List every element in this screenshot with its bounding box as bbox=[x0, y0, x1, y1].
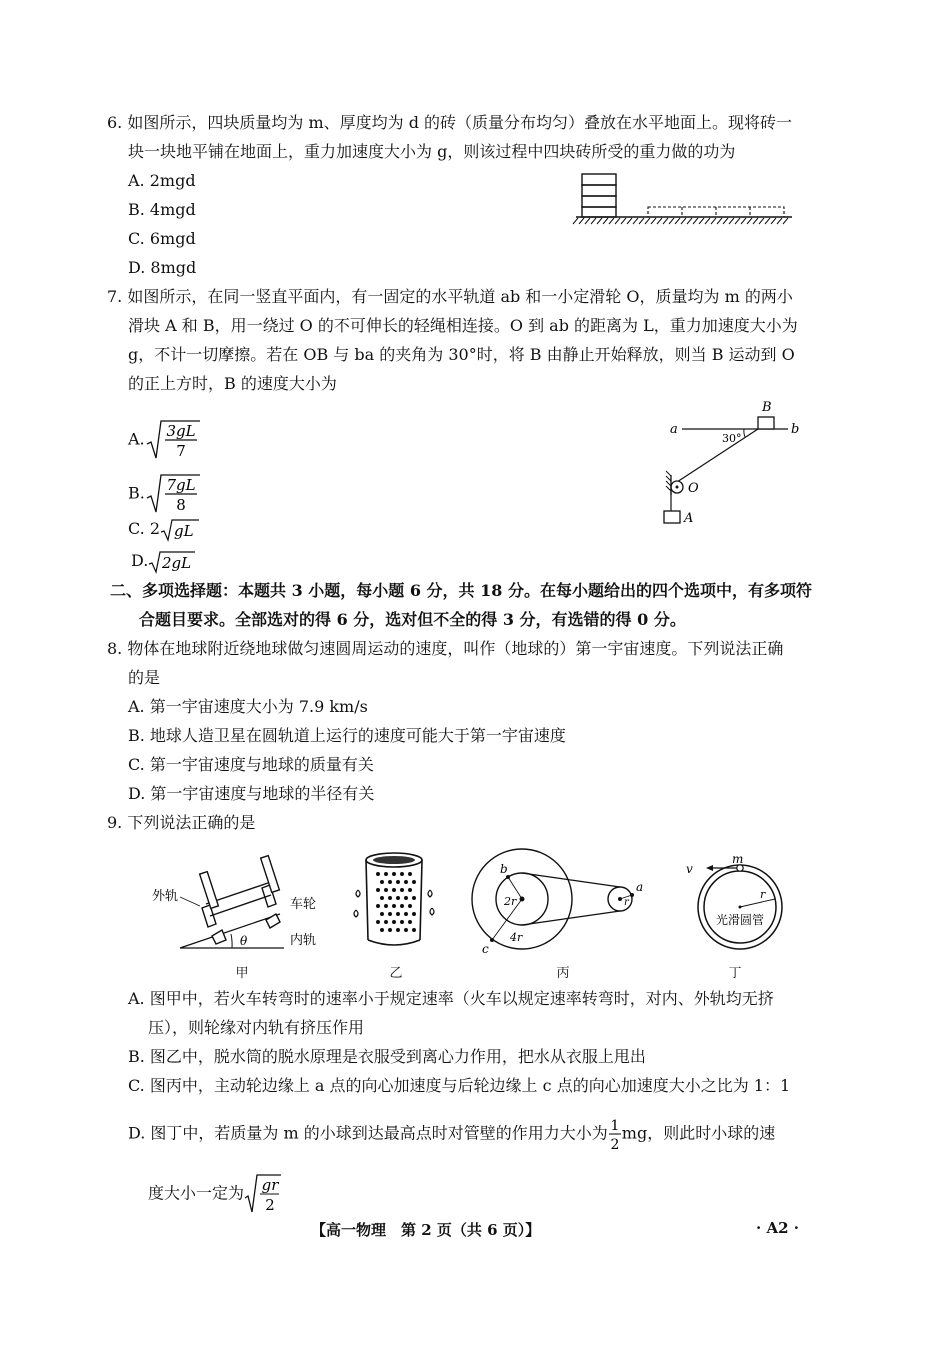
option-d-text-b: mg，则此时小球的速 bbox=[621, 1123, 776, 1143]
drain-hole bbox=[396, 880, 400, 884]
q9-fig-jia-caption: 甲 bbox=[235, 966, 249, 981]
q9-fig-jia-train bbox=[150, 850, 325, 955]
denominator: 2 bbox=[265, 1196, 275, 1214]
q7-stem-line4: 的正上方时，B 的速度大小为 bbox=[128, 374, 337, 393]
ground-hatch-mark bbox=[573, 218, 578, 224]
option-letter: A. bbox=[128, 429, 145, 449]
belt-bottom bbox=[522, 911, 620, 925]
drain-hole bbox=[408, 904, 412, 908]
ground-hatch-mark bbox=[747, 218, 752, 224]
q7-stem-line1: 7. 如图所示，在同一竖直平面内，有一固定的水平轨道 ab 和一小定滑轮 O，质量均为 m 的两小 bbox=[107, 287, 793, 306]
inner-rail-label: 内轨 bbox=[290, 933, 317, 948]
drain-hole bbox=[380, 880, 384, 884]
ground-hatch-mark bbox=[621, 218, 626, 224]
label-r: r bbox=[624, 897, 629, 908]
option-letter: C. 2 bbox=[128, 519, 161, 538]
option-d-text-c: 度大小一定为 bbox=[148, 1183, 245, 1203]
belt-top bbox=[522, 873, 620, 887]
ground-hatch-mark bbox=[729, 218, 734, 224]
drain-hole bbox=[376, 872, 380, 876]
ground-hatch-mark bbox=[753, 218, 758, 224]
q9-fig-yi-caption: 乙 bbox=[389, 966, 403, 981]
drain-hole bbox=[412, 896, 416, 900]
ground-hatch-mark bbox=[723, 218, 728, 224]
q9-option-a-line2: 压），则轮缘对内轨有挤压作用 bbox=[148, 1018, 365, 1037]
drain-hole bbox=[404, 912, 408, 916]
label-r: r bbox=[760, 888, 766, 901]
footer-page-label: 【高一物理 第 2 页（共 6 页）】 bbox=[311, 1221, 541, 1239]
ground-hatch-mark bbox=[615, 218, 620, 224]
ground-hatch-mark bbox=[759, 218, 764, 224]
drain-hole bbox=[392, 888, 396, 892]
q9-option-d-line2 bbox=[148, 1172, 282, 1216]
drain-hole bbox=[376, 888, 380, 892]
ground-hatch-mark bbox=[741, 218, 746, 224]
drain-hole bbox=[400, 920, 404, 924]
q7-stem-line2: 滑块 A 和 B，用一绕过 O 的不可伸长的轻绳相连接。O 到 ab 的距离为 L，重力加速度大小为 bbox=[128, 316, 798, 335]
ground-hatch-mark bbox=[663, 218, 668, 224]
drain-hole bbox=[380, 896, 384, 900]
drain-hole bbox=[384, 904, 388, 908]
label-m: m bbox=[732, 852, 744, 866]
q9-fig-bing-caption: 丙 bbox=[556, 966, 570, 981]
drain-hole bbox=[412, 912, 416, 916]
q8-stem-line2: 的是 bbox=[128, 668, 161, 687]
q9-option-d-line1 bbox=[128, 1114, 775, 1154]
label-o: O bbox=[688, 481, 699, 496]
section2-heading-line1: 二、多项选择题：本题共 3 小题，每小题 6 分，共 18 分。在每小题给出的四个选项中，有多项符 bbox=[110, 581, 812, 600]
fraction-half bbox=[608, 1114, 622, 1154]
tube-label: 光滑圆管 bbox=[715, 913, 765, 927]
drain-hole bbox=[388, 880, 392, 884]
block-b bbox=[758, 417, 774, 429]
q9-fig-yi-spin-dryer bbox=[350, 850, 440, 955]
sqrt-fraction bbox=[244, 1172, 282, 1216]
q7-option-b bbox=[128, 472, 201, 516]
ground-hatch-mark bbox=[645, 218, 650, 224]
q7-option-d bbox=[131, 549, 196, 574]
q8-option-b: B. 地球人造卫星在圆轨道上运行的速度可能大于第一宇宙速度 bbox=[128, 726, 566, 745]
ground-hatch-mark bbox=[603, 218, 608, 224]
mount-hatch bbox=[666, 471, 671, 491]
droplets bbox=[354, 890, 434, 917]
ground-hatch-mark bbox=[639, 218, 644, 224]
ground-hatch-mark bbox=[717, 218, 722, 224]
drain-hole bbox=[400, 888, 404, 892]
block-a bbox=[664, 511, 680, 523]
q7-stem-line3: g，不计一切摩擦。若在 OB 与 ba 的夹角为 30°时，将 B 由静止开始释放，则当 B 运动到 O bbox=[128, 345, 795, 364]
drain-hole bbox=[408, 888, 412, 892]
ground-hatch-mark bbox=[585, 218, 590, 224]
drain-hole bbox=[400, 904, 404, 908]
wheel-label: 车轮 bbox=[290, 897, 317, 912]
sqrt-fraction bbox=[145, 472, 201, 516]
numerator: gr bbox=[261, 1176, 279, 1194]
drain-hole bbox=[408, 872, 412, 876]
stacked-bricks bbox=[582, 174, 616, 217]
drain-hole bbox=[388, 912, 392, 916]
ground-hatch-mark bbox=[687, 218, 692, 224]
drain-hole bbox=[404, 896, 408, 900]
label-2r: 2r bbox=[504, 895, 517, 908]
drain-hole bbox=[388, 896, 392, 900]
ground-hatch-mark bbox=[681, 218, 686, 224]
ground-hatch-mark bbox=[735, 218, 740, 224]
ground-hatch-mark bbox=[657, 218, 662, 224]
q9-option-b: B. 图乙中，脱水筒的脱水原理是衣服受到离心力作用，把水从衣服上甩出 bbox=[128, 1047, 646, 1066]
numerator: 7gL bbox=[166, 476, 196, 494]
drain-hole bbox=[396, 896, 400, 900]
wheel-assembly bbox=[200, 856, 280, 944]
sqrt-expression bbox=[148, 550, 196, 574]
option-letter: D. bbox=[131, 551, 149, 570]
label-a: a bbox=[670, 422, 678, 437]
q9-fig-ding-caption: 丁 bbox=[728, 966, 742, 981]
q9-fig-ding-tube bbox=[680, 852, 790, 957]
drain-holes bbox=[376, 872, 416, 932]
q6-option-a: A. 2mgd bbox=[128, 171, 196, 190]
drain-hole bbox=[384, 888, 388, 892]
drain-hole bbox=[384, 920, 388, 924]
option-d-text-a: D. 图丁中，若质量为 m 的小球到达最高点时对管壁的作用力大小为 bbox=[128, 1123, 608, 1143]
q6-option-d: D. 8mgd bbox=[128, 258, 197, 277]
label-b: b bbox=[791, 422, 800, 437]
outer-rail-label: 外轨 bbox=[152, 889, 179, 904]
incline bbox=[180, 914, 280, 948]
drain-hole bbox=[392, 920, 396, 924]
ground-hatch-mark bbox=[633, 218, 638, 224]
q6-bricks-figure bbox=[570, 168, 800, 230]
radicand: 2gL bbox=[162, 553, 192, 572]
ground-hatch-mark bbox=[783, 218, 788, 224]
ground-hatch-mark bbox=[675, 218, 680, 224]
denominator: 2 bbox=[610, 1137, 620, 1153]
q7-option-c bbox=[128, 517, 200, 542]
label-c: c bbox=[482, 942, 489, 956]
ground-hatch-mark bbox=[699, 218, 704, 224]
ground-hatch-mark bbox=[609, 218, 614, 224]
drain-hole bbox=[396, 928, 400, 932]
q8-stem-line1: 8. 物体在地球附近绕地球做匀速圆周运动的速度，叫作（地球的）第一宇宙速度。下列说法正确 bbox=[107, 639, 784, 658]
label-b: b bbox=[500, 862, 508, 876]
option-letter: B. bbox=[128, 483, 145, 503]
numerator: 3gL bbox=[166, 422, 196, 440]
q8-option-d: D. 第一宇宙速度与地球的半径有关 bbox=[128, 784, 375, 803]
laid-bricks bbox=[648, 207, 784, 217]
ground-hatch-mark bbox=[669, 218, 674, 224]
drain-hole bbox=[404, 880, 408, 884]
ground-hatch-mark bbox=[705, 218, 710, 224]
sqrt-fraction bbox=[145, 418, 201, 462]
angle-arc bbox=[744, 429, 745, 437]
denominator: 8 bbox=[176, 496, 186, 514]
ground-hatch-mark bbox=[597, 218, 602, 224]
rope-ob bbox=[677, 429, 758, 482]
q9-option-c: C. 图丙中，主动轮边缘上 a 点的向心加速度与后轮边缘上 c 点的向心加速度大小之比为 1：1 bbox=[128, 1076, 791, 1095]
q6-stem-line1: 6. 如图所示，四块质量均为 m、厚度均为 d 的砖（质量分布均匀）叠放在水平地面上。现将砖一 bbox=[107, 113, 793, 132]
q9-option-a-line1: A. 图甲中，若火车转弯时的速率小于规定速率（火车以规定速率转弯时，对内、外轨均无挤 bbox=[128, 989, 774, 1008]
ground-hatch-mark bbox=[711, 218, 716, 224]
label-4r: 4r bbox=[510, 931, 523, 944]
q7-option-a bbox=[128, 418, 201, 462]
ground-hatch-mark bbox=[579, 218, 584, 224]
ground-hatch-mark bbox=[591, 218, 596, 224]
ground-hatch-mark bbox=[693, 218, 698, 224]
denominator: 7 bbox=[175, 442, 186, 460]
numerator: 1 bbox=[610, 1118, 620, 1134]
q9-fig-bing-belt bbox=[470, 843, 660, 958]
q6-option-b: B. 4mgd bbox=[128, 200, 196, 219]
angle-label: 30° bbox=[722, 432, 742, 445]
q9-stem: 9. 下列说法正确的是 bbox=[107, 813, 256, 832]
theta-label: θ bbox=[240, 934, 248, 948]
ground-hatch-mark bbox=[627, 218, 632, 224]
label-a: a bbox=[636, 880, 644, 894]
drain-hole bbox=[392, 904, 396, 908]
drain-hole bbox=[376, 920, 380, 924]
drain-hole bbox=[380, 928, 384, 932]
drain-hole bbox=[392, 872, 396, 876]
section2-heading-line2: 合题目要求。全部选对的得 6 分，选对但不全的得 3 分，有选错的得 0 分。 bbox=[139, 610, 686, 629]
q6-option-c: C. 6mgd bbox=[128, 229, 196, 248]
radicand: gL bbox=[174, 521, 194, 540]
drain-hole bbox=[400, 872, 404, 876]
footer-code: · A2 · bbox=[756, 1219, 799, 1237]
ground-hatch-mark bbox=[651, 218, 656, 224]
q6-stem-line2: 块一块地平铺在地面上，重力加速度大小为 g，则该过程中四块砖所受的重力做的功为 bbox=[128, 142, 736, 161]
drain-hole bbox=[412, 880, 416, 884]
label-block-a: A bbox=[684, 511, 694, 526]
drain-hole bbox=[376, 904, 380, 908]
ground-hatch-mark bbox=[765, 218, 770, 224]
drain-hole bbox=[380, 912, 384, 916]
drain-hole bbox=[388, 928, 392, 932]
label-block-b: B bbox=[762, 400, 772, 415]
ground-hatch-mark bbox=[771, 218, 776, 224]
sqrt-expression bbox=[160, 518, 200, 542]
drain-hole bbox=[384, 872, 388, 876]
label-v: v bbox=[686, 862, 693, 876]
q7-pulley-figure bbox=[660, 395, 810, 530]
q8-option-a: A. 第一宇宙速度大小为 7.9 km/s bbox=[128, 697, 368, 716]
q8-option-c: C. 第一宇宙速度与地球的质量有关 bbox=[128, 755, 374, 774]
drain-hole bbox=[404, 928, 408, 932]
ground-hatch-mark bbox=[777, 218, 782, 224]
drain-hole bbox=[396, 912, 400, 916]
drain-hole bbox=[408, 920, 412, 924]
drain-hole bbox=[412, 928, 416, 932]
